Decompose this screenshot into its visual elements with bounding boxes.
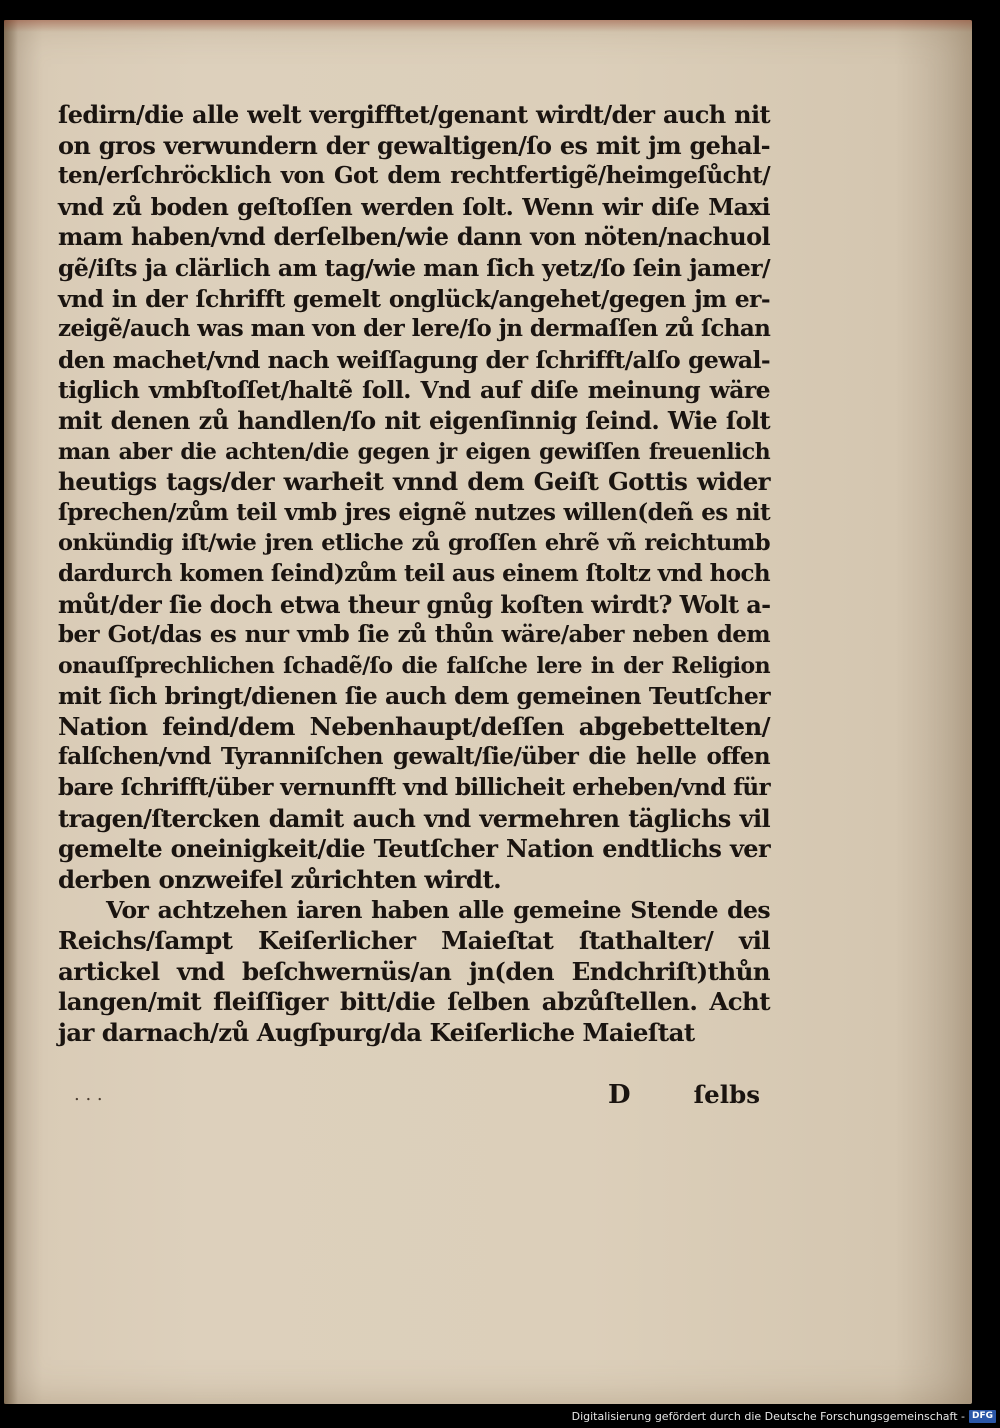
text-line: heutigs tags/der warheit vnnd dem Geiſt Gottis wider (58, 467, 770, 497)
body-text (58, 100, 770, 1048)
text-line: bare ſchrifft/über vernunfft vnd billicheit erheben/vnd für (58, 774, 770, 802)
text-line: on gros verwundern der gewaltigen/ſo es mit jm gehal- (58, 130, 770, 160)
text-line: mit ſich bringt/dienen ſie auch dem gemeinen Teutſcher (58, 682, 770, 711)
signature-mark: D (608, 1080, 631, 1110)
text-line: ber Got/das es nur vmb ſie zů thůn wäre/aber neben dem (58, 621, 770, 649)
text-line: ſedirn/die alle welt vergifftet/genant wirdt/der auch nit (58, 100, 770, 129)
text-line: langen/mit fleiſſiger bitt/die ſelben abzůſtellen. Acht (58, 987, 770, 1017)
catchword: ſelbs (693, 1080, 760, 1109)
text-line: tragen/ſtercken damit auch vnd vermehren täglichs vil (58, 803, 770, 833)
text-line: vnd zů boden geſtoſſen werden ſolt. Wenn wir diſe Maxi (58, 192, 770, 221)
text-line: ſprechen/zům teil vmb jres eignẽ nutzes willen(deñ es nit (58, 498, 770, 526)
text-line: artickel vnd beſchwernüs/an jn(den Endchriſt)thůn (58, 956, 770, 986)
text-line: vnd in der ſchrifft gemelt onglück/angehet/gegen jm er- (58, 284, 770, 313)
page-top-edge (4, 20, 972, 32)
text-line: ten/erſchröcklich von Got dem rechtfertigẽ/heimgeſůcht/ (58, 162, 770, 190)
text-line: onkündig iſt/wie jren etliche zů groſſen ehrẽ vñ reichtumb (58, 530, 770, 557)
text-line: mit denen zů handlen/ſo nit eigenſinnig ſeind. Wie ſolt (58, 405, 770, 435)
text-line: zeigẽ/auch was man von der lere/ſo jn dermaſſen zů ſchan (58, 315, 771, 343)
text-line: derben onzweifel zůrichten wirdt. (58, 864, 502, 894)
text-line: tiglich vmbſtoſſet/haltẽ ſoll. Vnd auf diſe meinung wäre (58, 376, 770, 405)
catchline (58, 1080, 770, 1114)
text-line: Reichs/ſampt Keiſerlicher Maieſtat ſtathalter/ vil (58, 926, 770, 956)
text-line: dardurch komen ſeind)zům teil aus einem ſtoltz vnd hoch (58, 559, 770, 587)
footer-credit: Digitalisierung gefördert durch die Deutsche Forschungsgemeinschaft - (571, 1409, 965, 1423)
text-line: Nation feind/dem Nebenhaupt/deſſen abgebettelten/ (58, 711, 770, 741)
ink-dots: . . . (74, 1084, 103, 1105)
text-line: gẽ/iſts ja clärlich am tag/wie man ſich yetz/ſo ſein jamer/ (58, 253, 770, 282)
page-gutter-shadow (4, 20, 18, 1404)
text-line: onauſſprechlichen ſchadẽ/ſo die falſche lere in der Religion (58, 652, 770, 679)
text-line: můt/der ſie doch etwa theur gnůg koſten wirdt? Wolt a- (58, 589, 771, 619)
text-line: Vor achtzehen iaren haben alle gemeine Stende des (106, 896, 770, 925)
text-line: gemelte oneinigkeit/die Teutſcher Nation endtlichs ver (58, 834, 770, 864)
text-line: man aber die achten/die gegen jr eigen gewiſſen freuenlich (58, 438, 770, 465)
footer (560, 1408, 996, 1424)
text-line: jar darnach/zů Augſpurg/da Keiſerliche Maieſtat (58, 1017, 695, 1047)
text-line: den machet/vnd nach weiſſagung der ſchrifft/alſo gewal- (58, 345, 770, 374)
text-line: mam haben/vnd derſelben/wie dann von nöten/nachuol (58, 222, 770, 252)
text-line: falſchen/vnd Tyranniſchen gewalt/ſie/über die helle offen (58, 743, 770, 771)
dfg-logo: DFG (969, 1410, 996, 1423)
